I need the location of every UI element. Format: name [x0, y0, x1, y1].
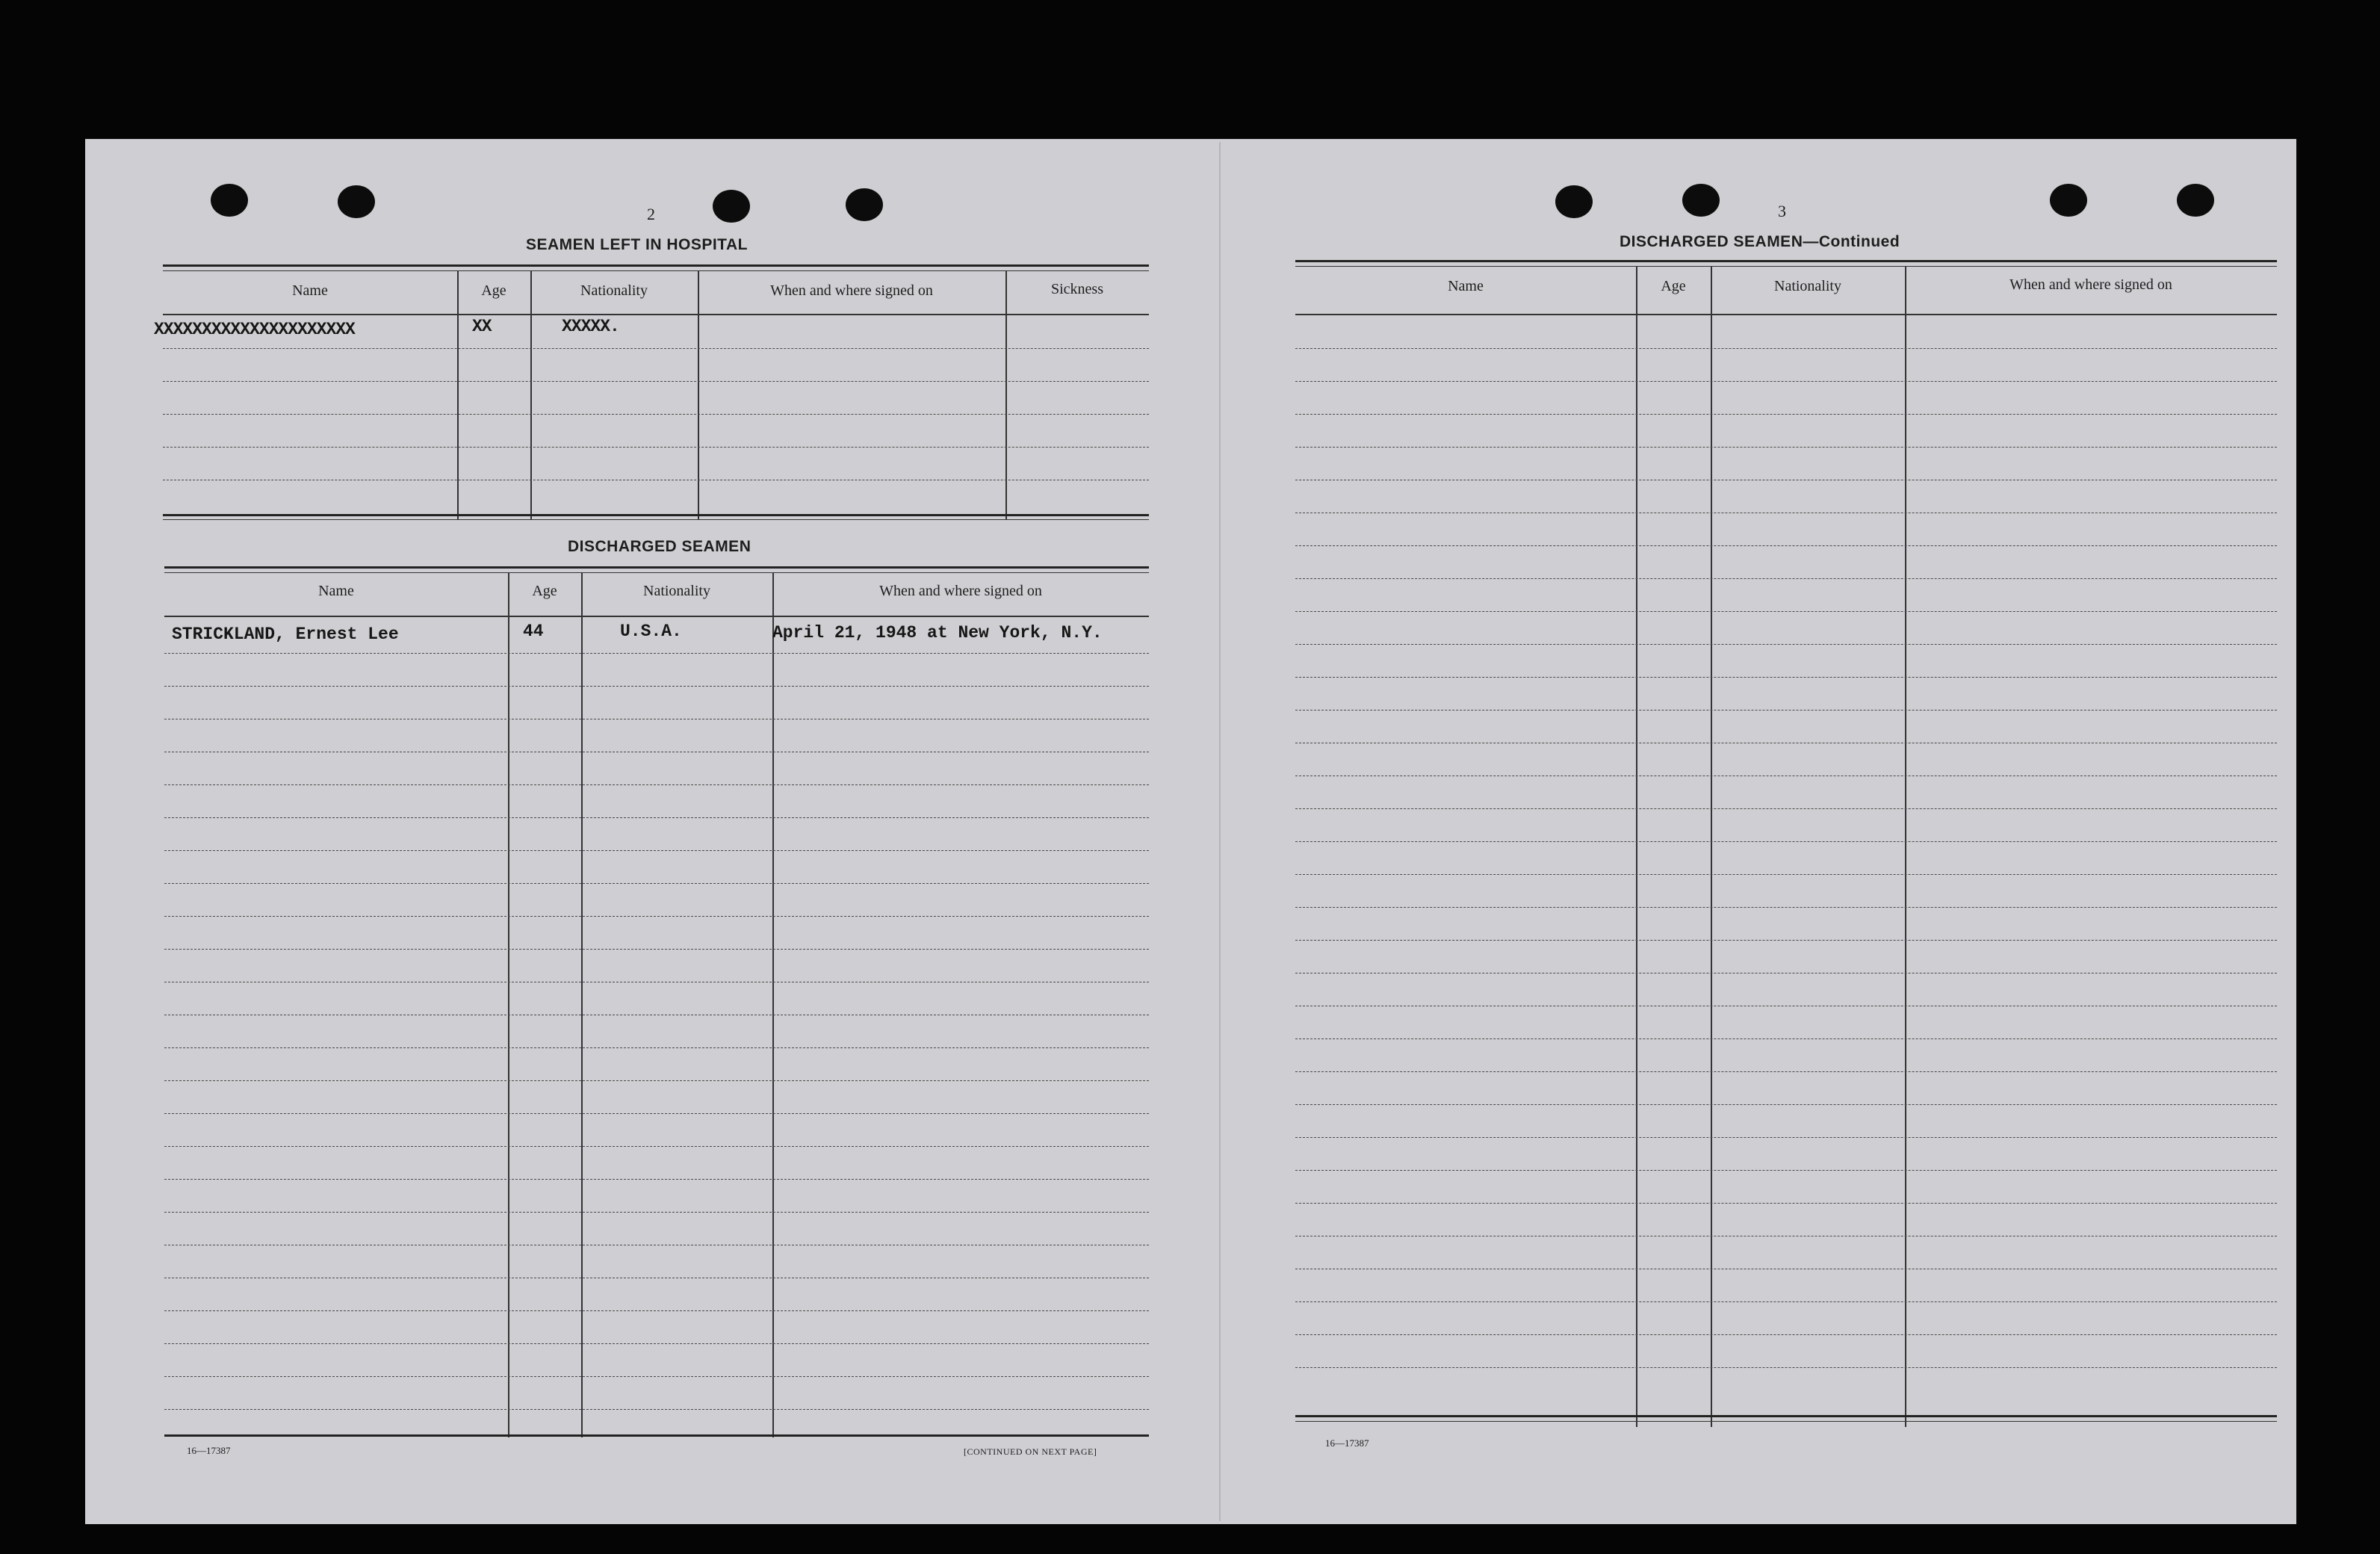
- column-header-nationality: Nationality: [643, 583, 710, 599]
- form-number-right: 16—17387: [1325, 1437, 1369, 1449]
- discharged-row-name: STRICKLAND, Ernest Lee: [172, 625, 399, 644]
- column-header-age: Age: [481, 282, 506, 299]
- column-header-age: Age: [532, 583, 557, 599]
- column-header-nationality: Nationality: [580, 282, 648, 299]
- page-number-right: 3: [1778, 202, 1786, 220]
- hospital-row-name: XXXXXXXXXXXXXXXXXXXXX: [154, 320, 355, 339]
- column-header-signed-on: When and where signed on: [879, 583, 1042, 599]
- discharged-row-nationality: U.S.A.: [620, 622, 682, 641]
- column-header-sickness: Sickness: [1051, 281, 1103, 297]
- column-header-nationality: Nationality: [1774, 278, 1841, 294]
- discharged-continued-title: DISCHARGED SEAMEN—Continued: [1620, 233, 1900, 250]
- hospital-table: [163, 264, 1149, 520]
- column-header-signed-on: When and where signed on: [2009, 276, 2172, 293]
- punch-hole: [713, 190, 750, 223]
- column-header-age: Age: [1661, 278, 1686, 294]
- discharged-row-signed-on: April 21, 1948 at New York, N.Y.: [772, 623, 1103, 643]
- column-header-name: Name: [318, 583, 354, 599]
- punch-hole: [338, 185, 375, 218]
- hospital-row-age: XX: [472, 317, 492, 336]
- discharged-row-age: 44: [523, 622, 544, 641]
- discharged-section-title: DISCHARGED SEAMEN: [568, 538, 752, 555]
- hospital-section-title: SEAMEN LEFT IN HOSPITAL: [526, 236, 748, 253]
- discharged-continued-table: [1295, 260, 2277, 1427]
- punch-hole: [211, 184, 248, 217]
- punch-hole: [1555, 185, 1593, 218]
- punch-hole: [2177, 184, 2214, 217]
- punch-hole: [846, 188, 883, 221]
- column-header-name: Name: [1448, 278, 1484, 294]
- punch-hole: [2050, 184, 2087, 217]
- hospital-row-nationality: XXXXX.: [562, 317, 619, 336]
- form-number-left: 16—17387: [187, 1445, 231, 1456]
- column-header-signed-on: When and where signed on: [770, 282, 933, 299]
- page-number-left: 2: [647, 205, 655, 223]
- punch-hole: [1682, 184, 1720, 217]
- center-fold: [1219, 142, 1221, 1521]
- continued-note: [CONTINUED ON NEXT PAGE]: [964, 1446, 1097, 1457]
- discharged-table: [164, 566, 1149, 1437]
- column-header-name: Name: [292, 282, 328, 299]
